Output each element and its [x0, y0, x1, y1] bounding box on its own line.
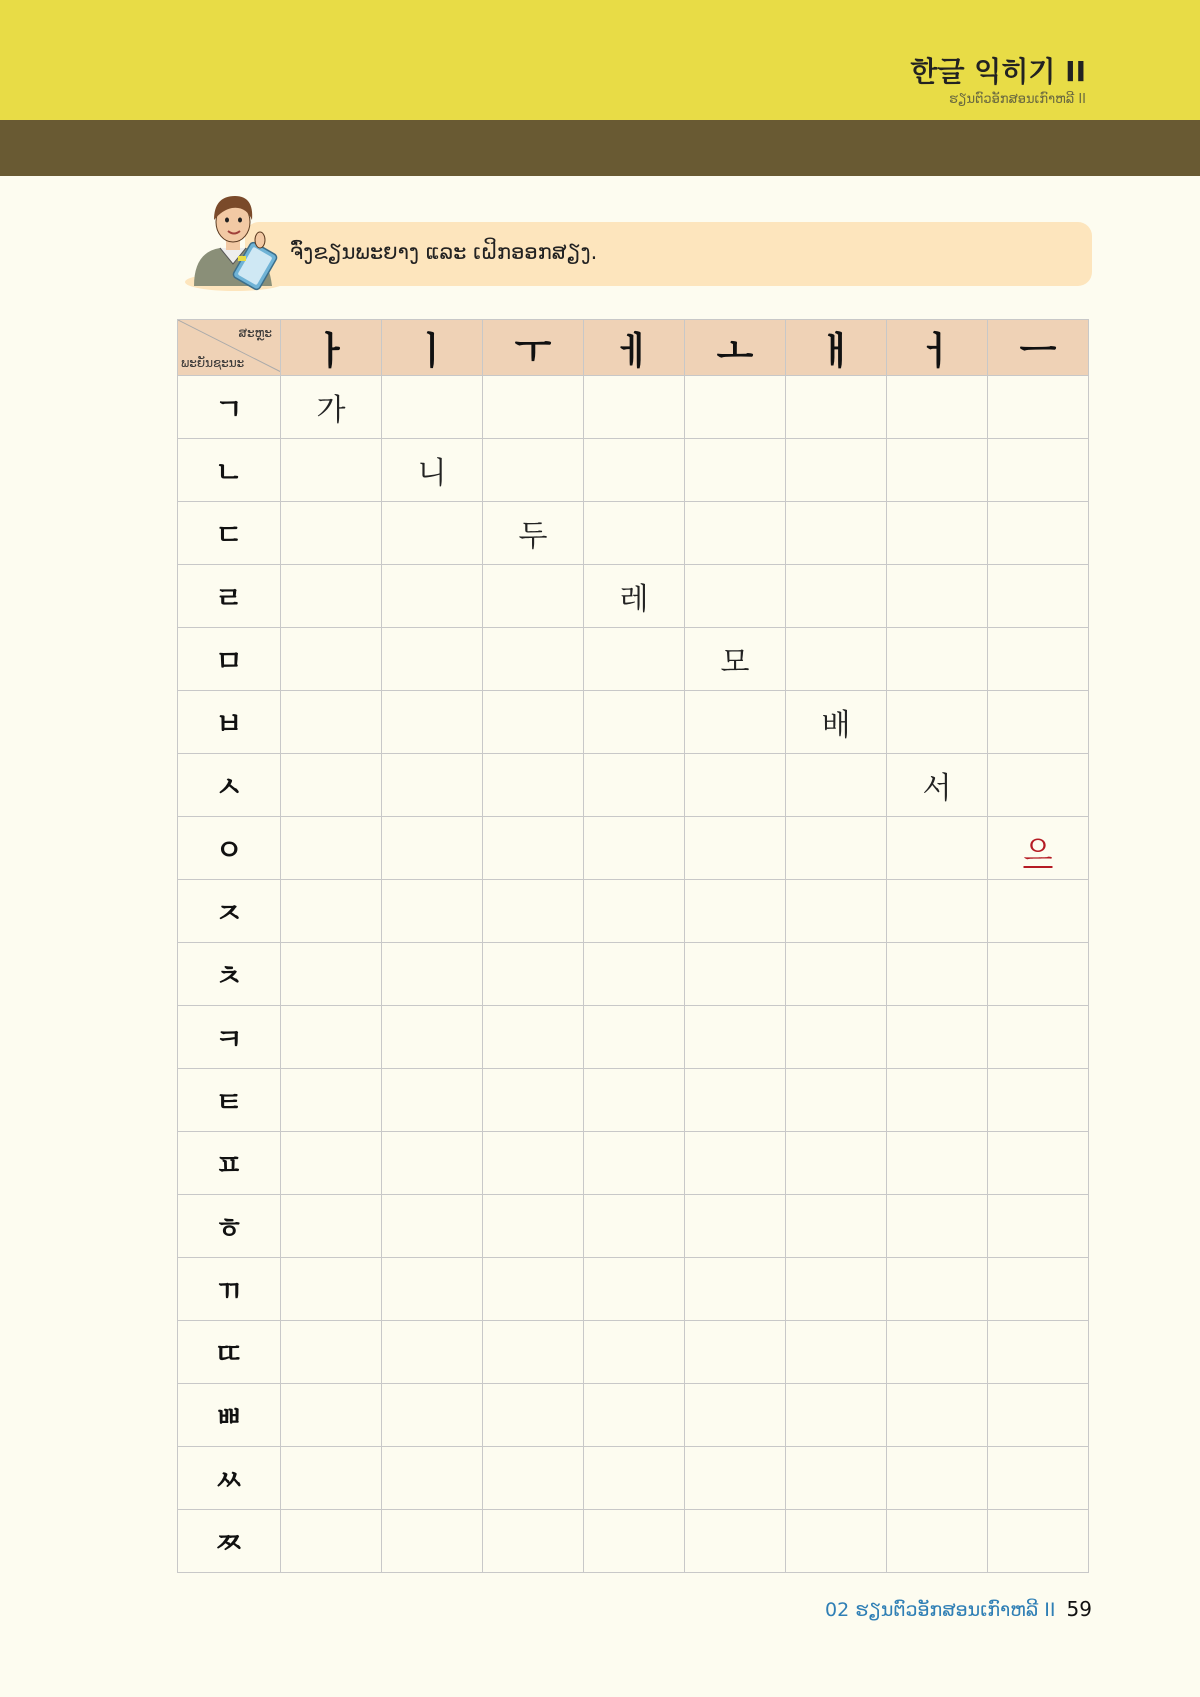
syllable-cell[interactable] [483, 376, 584, 439]
consonant-header [178, 1321, 281, 1384]
syllable-cell[interactable] [382, 817, 483, 880]
syllable-cell[interactable] [483, 1321, 584, 1384]
syllable-example: 가 [316, 393, 346, 428]
syllable-cell[interactable] [584, 1258, 685, 1321]
table-row [178, 1069, 1089, 1132]
syllable-cell[interactable] [382, 565, 483, 628]
consonant-header [178, 880, 281, 943]
syllable-cell[interactable] [988, 691, 1089, 754]
consonant-label: ㅋ [214, 1021, 243, 1056]
table-row [178, 1006, 1089, 1069]
syllable-cell[interactable] [483, 1510, 584, 1573]
syllable-cell[interactable] [584, 1321, 685, 1384]
syllable-cell[interactable] [988, 439, 1089, 502]
syllable-cell[interactable] [483, 439, 584, 502]
consonant-header [178, 754, 281, 817]
syllable-cell[interactable] [685, 565, 786, 628]
syllable-cell[interactable] [281, 754, 382, 817]
syllable-cell[interactable] [281, 1006, 382, 1069]
instruction-text: ຈົ່ງຂຽນພະຍາງ ແລະ ເຝິກອອກສຽງ. [290, 240, 598, 264]
consonant-label: ㅆ [214, 1462, 243, 1497]
consonant-label: ㅎ [214, 1210, 243, 1245]
page-footer [825, 1597, 1092, 1621]
consonant-header [178, 565, 281, 628]
syllable-example: 니 [417, 456, 447, 491]
table-row [178, 1258, 1089, 1321]
syllable-cell[interactable] [584, 754, 685, 817]
table-row [178, 1447, 1089, 1510]
syllable-cell[interactable] [786, 1384, 887, 1447]
syllable-cell[interactable] [685, 1069, 786, 1132]
syllable-cell[interactable] [685, 1384, 786, 1447]
syllable-example: 배 [821, 708, 851, 743]
syllable-cell[interactable] [988, 943, 1089, 1006]
table-row [178, 565, 1089, 628]
syllable-cell[interactable] [786, 502, 887, 565]
syllable-cell[interactable] [281, 376, 382, 439]
table-row [178, 1195, 1089, 1258]
syllable-cell[interactable] [685, 817, 786, 880]
syllable-cell[interactable] [786, 565, 887, 628]
table-row [178, 376, 1089, 439]
syllable-cell[interactable] [382, 502, 483, 565]
syllable-cell[interactable] [281, 1195, 382, 1258]
table-row [178, 880, 1089, 943]
syllable-example: 으 [1023, 834, 1053, 869]
consonant-header [178, 1132, 281, 1195]
syllable-cell[interactable] [988, 817, 1089, 880]
consonant-label: ㄹ [214, 580, 243, 615]
syllable-cell[interactable] [483, 1006, 584, 1069]
vowel-axis-label: ສະຫຼະ [238, 326, 272, 340]
syllable-cell[interactable] [382, 880, 483, 943]
syllable-cell[interactable] [786, 1069, 887, 1132]
consonant-label: ㅂ [214, 706, 243, 741]
consonant-header [178, 376, 281, 439]
consonant-header [178, 1258, 281, 1321]
syllable-cell[interactable] [887, 1321, 988, 1384]
consonant-header [178, 691, 281, 754]
syllable-cell[interactable] [887, 1447, 988, 1510]
syllable-cell[interactable] [584, 1447, 685, 1510]
vowel-label: ㅔ [615, 329, 653, 373]
syllable-cell[interactable] [382, 1510, 483, 1573]
syllable-cell[interactable] [988, 1321, 1089, 1384]
syllable-cell[interactable] [887, 880, 988, 943]
syllable-cell[interactable] [584, 943, 685, 1006]
consonant-header [178, 1069, 281, 1132]
syllable-cell[interactable] [382, 1069, 483, 1132]
syllable-cell[interactable] [685, 1321, 786, 1384]
syllable-cell[interactable] [584, 628, 685, 691]
syllable-cell[interactable] [584, 691, 685, 754]
syllable-cell[interactable] [382, 1321, 483, 1384]
vowel-header-row [178, 320, 1089, 376]
table-row [178, 1384, 1089, 1447]
syllable-cell[interactable] [685, 691, 786, 754]
consonant-header [178, 1195, 281, 1258]
syllable-cell[interactable] [887, 691, 988, 754]
syllable-cell[interactable] [281, 628, 382, 691]
syllable-cell[interactable] [382, 943, 483, 1006]
consonant-header [178, 1447, 281, 1510]
syllable-cell[interactable] [584, 1069, 685, 1132]
vowel-label: ㅜ [514, 329, 552, 373]
syllable-cell[interactable] [988, 1447, 1089, 1510]
consonant-label: ㅍ [214, 1147, 243, 1182]
syllable-cell[interactable] [483, 880, 584, 943]
syllable-table [177, 319, 1089, 1573]
vowel-header [483, 320, 584, 376]
table-row [178, 502, 1089, 565]
syllable-cell[interactable] [483, 1069, 584, 1132]
syllable-cell[interactable] [988, 1510, 1089, 1573]
syllable-cell[interactable] [382, 1447, 483, 1510]
table-row [178, 943, 1089, 1006]
table-corner-cell [178, 320, 281, 376]
syllable-cell[interactable] [281, 1384, 382, 1447]
syllable-cell[interactable] [483, 943, 584, 1006]
syllable-cell[interactable] [786, 754, 887, 817]
syllable-cell[interactable] [483, 1447, 584, 1510]
syllable-cell[interactable] [786, 439, 887, 502]
syllable-cell[interactable] [281, 1447, 382, 1510]
syllable-cell[interactable] [887, 943, 988, 1006]
syllable-cell[interactable] [584, 439, 685, 502]
table-row [178, 628, 1089, 691]
table-row [178, 754, 1089, 817]
table-row [178, 1132, 1089, 1195]
syllable-cell[interactable] [382, 754, 483, 817]
syllable-cell[interactable] [382, 439, 483, 502]
syllable-cell[interactable] [281, 565, 382, 628]
syllable-cell[interactable] [786, 376, 887, 439]
syllable-cell[interactable] [786, 880, 887, 943]
consonant-header [178, 502, 281, 565]
syllable-cell[interactable] [281, 1258, 382, 1321]
syllable-cell[interactable] [483, 817, 584, 880]
syllable-cell[interactable] [281, 502, 382, 565]
syllable-cell[interactable] [584, 1384, 685, 1447]
vowel-label: ㅗ [716, 329, 754, 373]
vowel-header [786, 320, 887, 376]
syllable-cell[interactable] [281, 817, 382, 880]
syllable-cell[interactable] [382, 691, 483, 754]
syllable-cell[interactable] [988, 1195, 1089, 1258]
syllable-cell[interactable] [281, 943, 382, 1006]
syllable-cell[interactable] [887, 754, 988, 817]
consonant-label: ㄲ [214, 1273, 243, 1308]
consonant-header [178, 1006, 281, 1069]
syllable-cell[interactable] [988, 1258, 1089, 1321]
consonant-header [178, 943, 281, 1006]
syllable-cell[interactable] [786, 1132, 887, 1195]
table-row [178, 1510, 1089, 1573]
vowel-header [281, 320, 382, 376]
syllable-cell[interactable] [786, 1510, 887, 1573]
syllable-cell[interactable] [483, 691, 584, 754]
vowel-label: ㅏ [312, 329, 350, 373]
table-row [178, 1321, 1089, 1384]
vowel-header [685, 320, 786, 376]
syllable-cell[interactable] [584, 1132, 685, 1195]
syllable-cell[interactable] [584, 1195, 685, 1258]
syllable-cell[interactable] [887, 1069, 988, 1132]
syllable-cell[interactable] [281, 1132, 382, 1195]
vowel-header [382, 320, 483, 376]
vowel-header [584, 320, 685, 376]
vowel-header [887, 320, 988, 376]
syllable-cell[interactable] [887, 1132, 988, 1195]
syllable-cell[interactable] [786, 817, 887, 880]
syllable-cell[interactable] [685, 943, 786, 1006]
syllable-cell[interactable] [685, 628, 786, 691]
vowel-label: ㅣ [413, 329, 451, 373]
vowel-label: ㅓ [918, 329, 956, 373]
syllable-cell[interactable] [685, 1258, 786, 1321]
consonant-header [178, 439, 281, 502]
syllable-cell[interactable] [988, 880, 1089, 943]
syllable-cell[interactable] [483, 1384, 584, 1447]
consonant-label: ㄷ [214, 517, 243, 552]
syllable-cell[interactable] [483, 565, 584, 628]
syllable-cell[interactable] [685, 1447, 786, 1510]
vowel-label: ㅡ [1019, 329, 1057, 373]
syllable-cell[interactable] [887, 439, 988, 502]
syllable-example: 레 [619, 582, 649, 617]
syllable-cell[interactable] [382, 1132, 483, 1195]
syllable-cell[interactable] [887, 1195, 988, 1258]
consonant-label: ㅈ [214, 895, 243, 930]
consonant-label: ㅊ [214, 958, 243, 993]
syllable-cell[interactable] [786, 1258, 887, 1321]
consonant-header [178, 1510, 281, 1573]
page-title: 한글 익히기 II [910, 55, 1086, 88]
syllable-cell[interactable] [887, 502, 988, 565]
syllable-cell[interactable] [685, 1195, 786, 1258]
consonant-header [178, 817, 281, 880]
syllable-cell[interactable] [988, 1132, 1089, 1195]
syllable-cell[interactable] [584, 1006, 685, 1069]
syllable-cell[interactable] [988, 565, 1089, 628]
consonant-label: ㅃ [214, 1399, 243, 1434]
syllable-cell[interactable] [786, 1447, 887, 1510]
teacher-illustration [180, 182, 290, 292]
syllable-cell[interactable] [988, 1384, 1089, 1447]
syllable-example: 모 [720, 645, 750, 680]
syllable-cell[interactable] [483, 502, 584, 565]
syllable-cell[interactable] [281, 1069, 382, 1132]
syllable-cell[interactable] [786, 628, 887, 691]
page-number: 59 [1066, 1597, 1092, 1621]
syllable-cell[interactable] [382, 376, 483, 439]
table-row [178, 439, 1089, 502]
syllable-cell[interactable] [887, 565, 988, 628]
syllable-cell[interactable] [786, 1006, 887, 1069]
syllable-cell[interactable] [685, 1510, 786, 1573]
syllable-cell[interactable] [887, 1258, 988, 1321]
syllable-cell[interactable] [786, 943, 887, 1006]
syllable-cell[interactable] [281, 691, 382, 754]
syllable-cell[interactable] [584, 502, 685, 565]
consonant-axis-label: ພະຍັນຊະນະ [181, 356, 245, 370]
consonant-header [178, 1384, 281, 1447]
syllable-cell[interactable] [483, 754, 584, 817]
consonant-label: ㄸ [214, 1336, 243, 1371]
syllable-cell[interactable] [483, 1258, 584, 1321]
syllable-cell[interactable] [483, 1132, 584, 1195]
syllable-cell[interactable] [382, 1195, 483, 1258]
syllable-cell[interactable] [887, 817, 988, 880]
syllable-cell[interactable] [887, 1510, 988, 1573]
syllable-cell[interactable] [988, 376, 1089, 439]
syllable-cell[interactable] [786, 691, 887, 754]
syllable-cell[interactable] [483, 1195, 584, 1258]
syllable-cell[interactable] [483, 628, 584, 691]
syllable-example: 서 [922, 771, 952, 806]
syllable-cell[interactable] [988, 1006, 1089, 1069]
consonant-label: ㅌ [214, 1084, 243, 1119]
syllable-cell[interactable] [887, 1006, 988, 1069]
syllable-cell[interactable] [685, 502, 786, 565]
syllable-cell[interactable] [382, 628, 483, 691]
syllable-cell[interactable] [584, 817, 685, 880]
syllable-cell[interactable] [988, 502, 1089, 565]
syllable-cell[interactable] [685, 880, 786, 943]
syllable-cell[interactable] [685, 1006, 786, 1069]
consonant-label: ㅅ [214, 769, 243, 804]
consonant-label: ㅁ [214, 643, 243, 678]
syllable-cell[interactable] [988, 628, 1089, 691]
syllable-cell[interactable] [382, 1258, 483, 1321]
syllable-cell[interactable] [988, 1069, 1089, 1132]
table-row [178, 817, 1089, 880]
syllable-cell[interactable] [584, 376, 685, 439]
syllable-cell[interactable] [382, 1006, 483, 1069]
footer-chapter: 02 ຮຽນຕົວອັກສອນເກົາຫລີ II [825, 1599, 1056, 1621]
syllable-cell[interactable] [382, 1384, 483, 1447]
consonant-label: ㅉ [214, 1525, 243, 1560]
syllable-cell[interactable] [685, 439, 786, 502]
syllable-cell[interactable] [281, 1321, 382, 1384]
consonant-label: ㄱ [214, 391, 243, 426]
vowel-header [988, 320, 1089, 376]
syllable-cell[interactable] [786, 1195, 887, 1258]
syllable-cell[interactable] [281, 1510, 382, 1573]
page-subtitle: ຮຽນຕົວອັກສອນເກົາຫລີ II [949, 92, 1086, 107]
syllable-cell[interactable] [887, 628, 988, 691]
table-row [178, 691, 1089, 754]
syllable-cell[interactable] [887, 376, 988, 439]
syllable-example: 두 [518, 519, 548, 554]
header-stripe [0, 120, 1200, 176]
consonant-label: ㅇ [214, 832, 243, 867]
syllable-cell[interactable] [281, 880, 382, 943]
syllable-cell[interactable] [281, 439, 382, 502]
consonant-header [178, 628, 281, 691]
consonant-label: ㄴ [214, 454, 243, 489]
syllable-cell[interactable] [988, 754, 1089, 817]
vowel-label: ㅐ [817, 329, 855, 373]
syllable-cell[interactable] [685, 1132, 786, 1195]
syllable-cell[interactable] [887, 1384, 988, 1447]
syllable-cell[interactable] [584, 880, 685, 943]
syllable-cell[interactable] [685, 376, 786, 439]
syllable-cell[interactable] [685, 754, 786, 817]
syllable-cell[interactable] [584, 565, 685, 628]
syllable-cell[interactable] [786, 1321, 887, 1384]
syllable-cell[interactable] [584, 1510, 685, 1573]
syllable-grid-body [178, 376, 1089, 1573]
